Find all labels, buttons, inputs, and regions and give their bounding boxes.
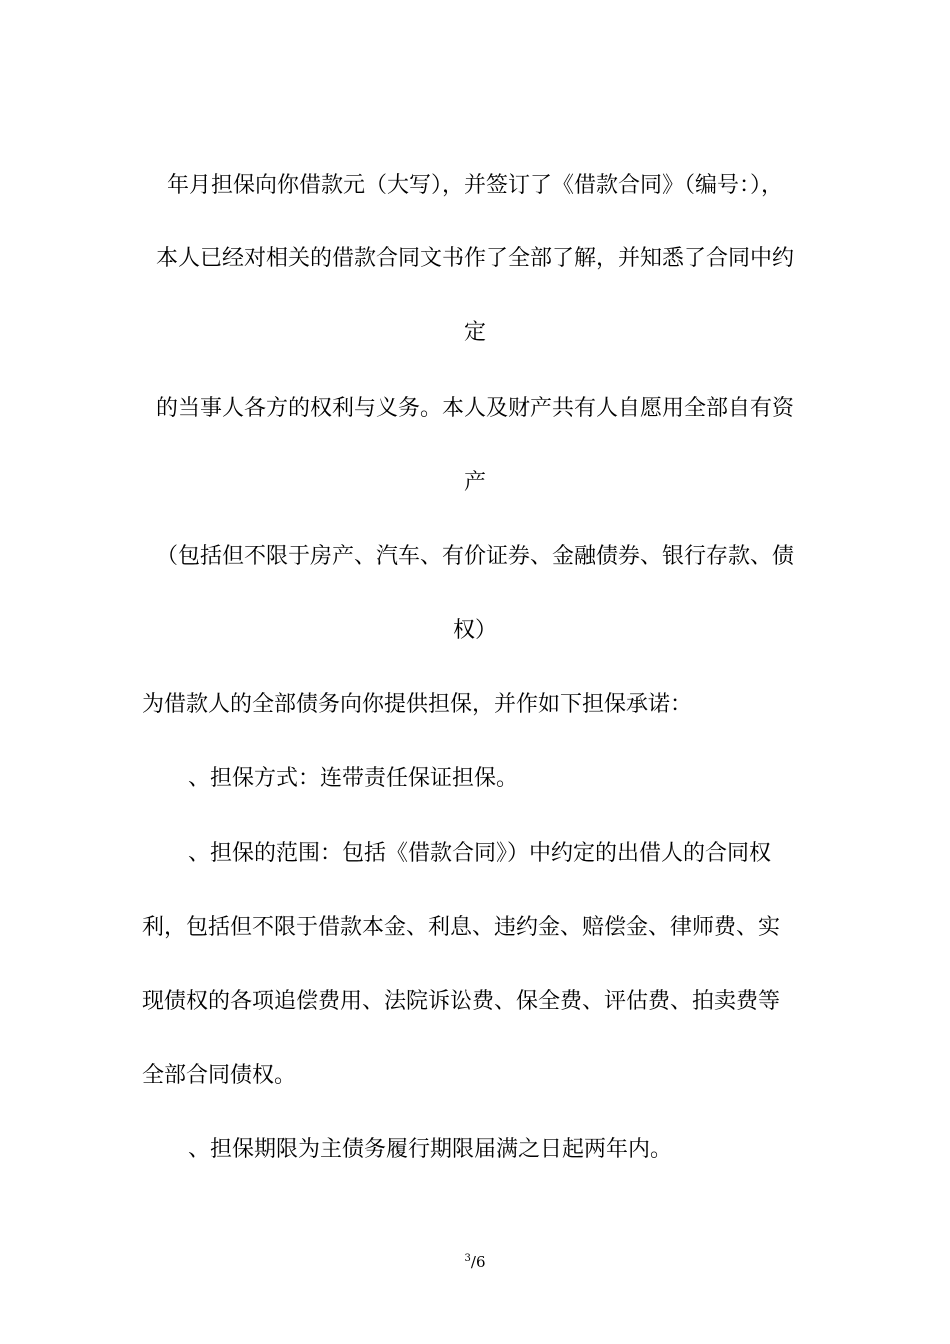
body-text-line: 权） [452, 618, 497, 643]
body-text-line: 为借款人的全部债务向你提供担保，并作如下担保承诺： [142, 692, 693, 717]
body-text-line: 产 [463, 470, 486, 495]
list-item-guarantee-scope: 、担保的范围：包括《借款合同》）中约定的出借人的合同权 [188, 841, 772, 866]
page-number-separator: / [470, 1253, 476, 1271]
list-item-guarantee-method: 、担保方式：连带责任保证担保。 [188, 766, 519, 791]
body-text-line: 的当事人各方的权利与义务。本人及财产共有人自愿用全部自有资 [155, 396, 794, 421]
body-text-line: 现债权的各项追偿费用、法院诉讼费、保全费、评估费、拍卖费等 [142, 989, 781, 1014]
body-text-line: 全部合同债权。 [142, 1063, 297, 1088]
page-number-total: 6 [475, 1253, 486, 1271]
body-text-line: （包括但不限于房产、汽车、有价证券、金融债券、银行存款、债 [155, 544, 794, 569]
body-text-line: 定 [463, 320, 486, 345]
body-text-line: 年月担保向你借款元（大写），并签订了《借款合同》（编号：）， [166, 173, 783, 198]
page-number [0, 1250, 950, 1271]
list-item-guarantee-period: 、担保期限为主债务履行期限届满之日起两年内。 [188, 1137, 673, 1162]
body-text-line: 利，包括但不限于借款本金、利息、违约金、赔偿金、律师费、实 [142, 915, 781, 940]
body-text-line: 本人已经对相关的借款合同文书作了全部了解，并知悉了合同中约 [155, 246, 794, 271]
page-number-current: 3 [464, 1253, 471, 1264]
